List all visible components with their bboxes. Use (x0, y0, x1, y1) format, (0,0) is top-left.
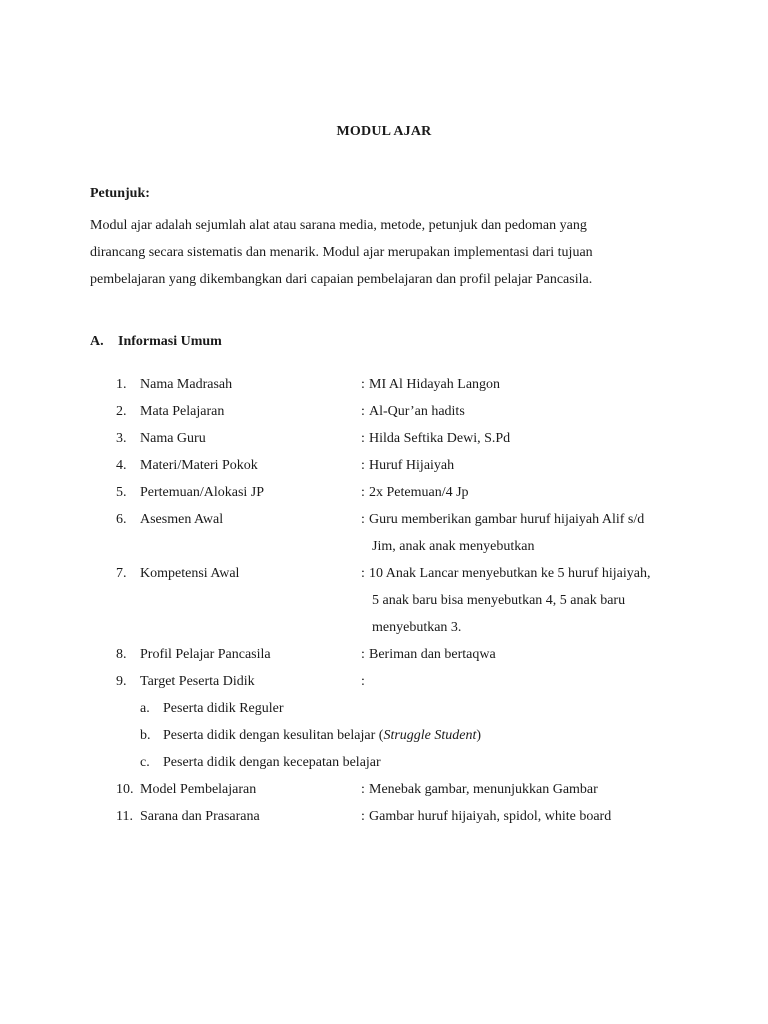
item-label: Mata Pelajaran (140, 404, 225, 419)
info-item-nama-guru (0, 425, 768, 452)
item-number: 10. (116, 782, 134, 797)
item-value: Al-Qur’an hadits (369, 404, 465, 419)
sub-item-letter: c. (140, 755, 150, 770)
item-colon: : (361, 431, 365, 446)
item-value-continuation: Jim, anak anak menyebutkan (372, 539, 535, 554)
item-number: 5. (116, 485, 127, 500)
sub-item-kecepatan (0, 749, 768, 776)
item-colon: : (361, 512, 365, 527)
item-number: 7. (116, 566, 127, 581)
item-colon: : (361, 809, 365, 824)
item-number: 1. (116, 377, 127, 392)
item-value: 2x Petemuan/4 Jp (369, 485, 469, 500)
item-label: Target Peserta Didik (140, 674, 255, 689)
item-colon: : (361, 674, 365, 689)
info-item-asesmen-awal (0, 506, 768, 533)
item-colon: : (361, 485, 365, 500)
info-item-materi-pokok (0, 452, 768, 479)
document-title: MODUL AJAR (336, 124, 432, 139)
item-label: Sarana dan Prasarana (140, 809, 260, 824)
item-label: Profil Pelajar Pancasila (140, 647, 271, 662)
sub-item-label-suffix: ) (476, 728, 482, 743)
info-item-pertemuan (0, 479, 768, 506)
info-item-model-pembelajaran (0, 776, 768, 803)
petunjuk-heading: Petunjuk: (90, 186, 150, 201)
paragraph-line: pembelajaran yang dikembangkan dari capaian pembelajaran dan profil pelajar Pancasila. (90, 272, 593, 287)
item-value: Huruf Hijaiyah (369, 458, 455, 473)
info-item-sarana-prasarana (0, 803, 768, 830)
info-item-kompetensi-awal (0, 560, 768, 587)
item-colon: : (361, 566, 365, 581)
item-value: Hilda Seftika Dewi, S.Pd (369, 431, 511, 446)
item-label: Model Pembelajaran (140, 782, 257, 797)
sub-item-label: Peserta didik Reguler (163, 701, 284, 716)
paragraph-line: dirancang secara sistematis dan menarik. Modul ajar merupakan implementasi dari tujuan (90, 245, 593, 260)
item-label: Pertemuan/Alokasi JP (140, 485, 265, 500)
info-item-target-peserta (0, 668, 768, 695)
item-colon: : (361, 782, 365, 797)
item-number: 6. (116, 512, 127, 527)
sub-item-label (163, 722, 481, 749)
sub-item-reguler (0, 695, 768, 722)
item-number: 3. (116, 431, 127, 446)
sub-item-letter: b. (140, 728, 151, 743)
info-item-asesmen-awal-cont (0, 533, 768, 560)
item-label: Asesmen Awal (140, 512, 224, 527)
item-label: Nama Guru (140, 431, 206, 446)
item-number: 9. (116, 674, 127, 689)
item-colon: : (361, 458, 365, 473)
item-colon: : (361, 404, 365, 419)
item-colon: : (361, 647, 365, 662)
item-value: Menebak gambar, menunjukkan Gambar (369, 782, 598, 797)
info-list (0, 371, 768, 830)
sub-item-label-prefix: Peserta didik dengan kesulitan belajar ( (163, 728, 384, 743)
item-number: 11. (116, 809, 133, 824)
item-label: Kompetensi Awal (140, 566, 240, 581)
item-number: 8. (116, 647, 127, 662)
sub-item-label-italic: Struggle Student (383, 728, 477, 743)
item-value-continuation: menyebutkan 3. (372, 620, 462, 635)
item-colon: : (361, 377, 365, 392)
item-label: Nama Madrasah (140, 377, 233, 392)
section-letter: A. (90, 334, 104, 349)
sub-item-kesulitan (0, 722, 768, 749)
sub-item-label: Peserta didik dengan kecepatan belajar (163, 755, 381, 770)
info-item-kompetensi-awal-cont (0, 587, 768, 614)
item-label: Materi/Materi Pokok (140, 458, 258, 473)
section-heading-informasi-umum (90, 334, 222, 350)
item-value: Gambar huruf hijaiyah, spidol, white board (369, 809, 612, 824)
info-item-nama-madrasah (0, 371, 768, 398)
item-value: Beriman dan bertaqwa (369, 647, 496, 662)
info-item-profil-pelajar (0, 641, 768, 668)
petunjuk-paragraph (90, 212, 650, 293)
item-value: MI Al Hidayah Langon (369, 377, 501, 392)
info-item-kompetensi-awal-cont (0, 614, 768, 641)
section-title: Informasi Umum (118, 334, 222, 349)
item-value-continuation: 5 anak baru bisa menyebutkan 4, 5 anak baru (372, 593, 626, 608)
sub-item-letter: a. (140, 701, 150, 716)
item-value: Guru memberikan gambar huruf hijaiyah Alif s/d (369, 512, 645, 527)
info-item-mata-pelajaran (0, 398, 768, 425)
item-value: 10 Anak Lancar menyebutkan ke 5 huruf hijaiyah, (369, 566, 651, 581)
paragraph-line: Modul ajar adalah sejumlah alat atau sarana media, metode, petunjuk dan pedoman yang (90, 218, 587, 233)
item-number: 4. (116, 458, 127, 473)
item-number: 2. (116, 404, 127, 419)
